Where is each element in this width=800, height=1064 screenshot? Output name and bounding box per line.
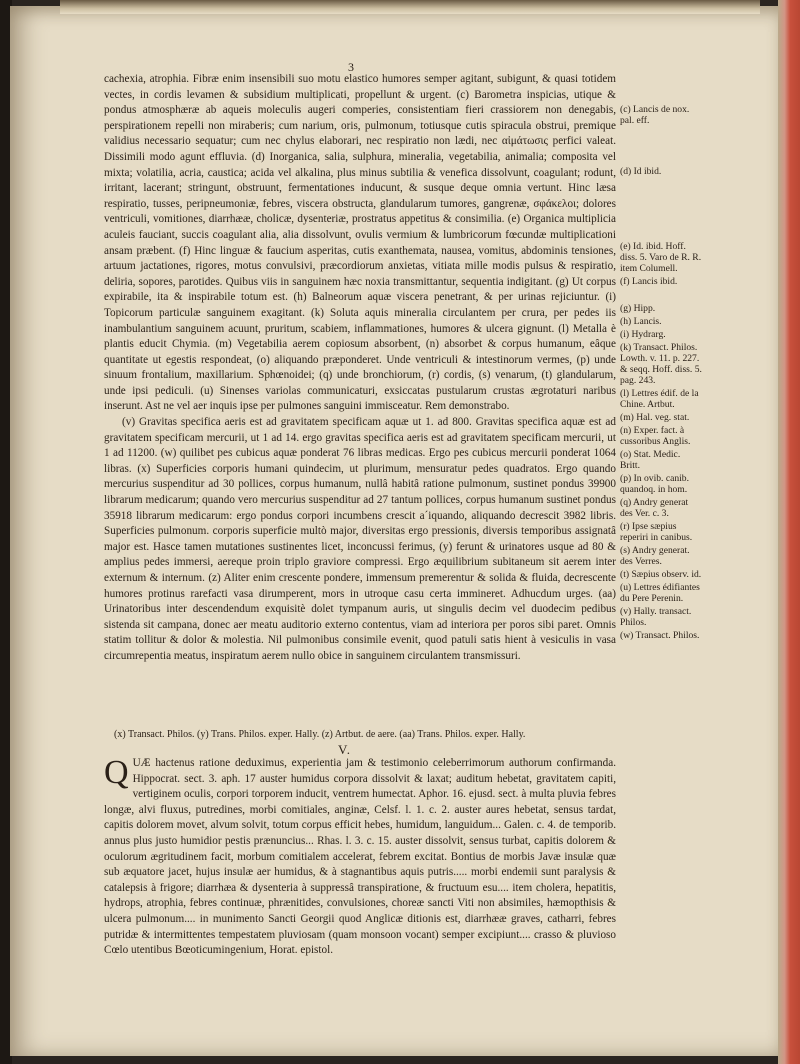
margin-notes [620, 104, 702, 643]
margin-note: (k) Transact. Philos. Lowth. v. 11. p. 227. & seqq. Hoff. diss. 5. pag. 243. [620, 342, 702, 386]
page-red-edge [778, 0, 800, 1064]
margin-note: (p) In ovib. canib. quandoq. in hom. [620, 473, 690, 495]
margin-note: (i) Hydrarg. [620, 329, 666, 340]
section-text [104, 756, 616, 959]
margin-note: (q) Andry generat des Ver. c. 3. [620, 497, 689, 519]
margin-note: (v) Hally. transact. Philos. [620, 606, 692, 628]
section-paragraph: UÆ hactenus ratione deduximus, experientia jam & testimonio celeberrimorum authorum confirmanda. Hippocrat. sect. 3. aph. 17 auster humidus corpora dissolvit & laxat; auditum hebetat, gravitatem capiti, vertiginem oculis, corpori torporem inducit, ventrem humectat. Aphor. 16. ejusd. sect. à multa pluvia febres longæ, alvi fluxus, putredines, morbi comitiales, anginæ, Celsf. l. 1. c. 2. auster aures hebetat, sensus tardat, capitis dolorem movet, alvum solvit, totum corpus efficit hebes, humidum, languidum... Galen. c. 4. de temporib. annus plus justo humidior pestis prænuncius... Rhas. l. 3. c. 15. auster dissolvit, sensus turbat, capitis dolorem & oculorum ægritudinem facit, morbum comitialem accelerat, febrem excitat. Bontius de morbis Javæ insulæ quæ sub æquatore jacet, hujus insulæ aer humidus, & à stagnantibus aquis putris..... morbi endemii sunt paralysis & catalepsis à frigore; diarrhæa & dysenteria à suppressâ transpiratione, & fructuum esu.... item cholera, hepatitis, hydrops, atrophia, febres continuæ, phrænitides, convulsiones, choreæ sancti Viti non absimiles, hæmopthisis & ulcera pulmonum.... in munimento Sancti Georgii quod Anglicæ ditionis est, diarrhææ graves, catharri, febres putridæ & intermittentes tempestatem pluviosam (quam monsoon vocant) semper excipiunt.... crasso & pluvioso Cœlo utentibus Bœoticumingenium, Horat. epistol. [104, 757, 616, 957]
margin-note: (f) Lancis ibid. [620, 276, 678, 287]
footnote-line: (x) Transact. Philos. (y) Trans. Philos. exper. Hally. (z) Artbut. de aere. (aa) Trans. Philos. exper. Hally. [114, 729, 526, 740]
drop-cap: Q [104, 754, 129, 791]
margin-note: (c) Lancis de nox. pal. eff. [620, 104, 690, 126]
margin-note: (s) Andry generat. des Verres. [620, 545, 690, 567]
margin-note: (m) Hal. veg. stat. [620, 412, 690, 423]
margin-note: (h) Lancis. [620, 316, 662, 327]
margin-note: (d) Id ibid. [620, 166, 662, 177]
page-number: 3 [348, 60, 354, 74]
page-top-edge [60, 0, 760, 14]
margin-note: (g) Hipp. [620, 303, 656, 314]
margin-note: (e) Id. ibid. Hoff. diss. 5. Varo de R. R. item Columell. [620, 241, 702, 274]
margin-note: (o) Stat. Medic. Britt. [620, 449, 681, 471]
paragraph-2: (v) Gravitas specifica aeris est ad gravitatem specificam aquæ ut 1. ad 800. Gravitas specifica aquæ est ad gravitatem specificam mercurii, ut 1 ad 14. ergo gravitas specifica aeris est ad gravitatem specificam mercurii, ut 1 ad 11200. (w) quilibet pes cubicus aquæ ponderat 76 libras medicas. Ergo pes cubicus mercurii ponderat 1064 libras. (x) Superficies corporis humani quindecim, ut plurimum, mensuratur pedes quadratos. Ergo quando mercurius suspenditur ad 30 pollices, corpus humanum, nullâ habitâ ratione pulmonum, sustinet pondus 39900 librarum medicarum; quando vero mercurius suspenditur ad 27 tantum pollices, corpus humanum sustinet pondus 35918 librarum medicarum: ergo pondus corpori incumbens crescit a´iquando, aliquando decrescit 3982 libris. Superficies pulmonum. corporis superficie multò major, diversitas ergo pressionis, diversis temporibus assignatâ major est. Hasce tamen mutationes sustinentes licet, inconcussi ferimus, (y) ferunt & urinatores usque ad 80 & amplius pedes immersi, aereque proin triplo graviore compressi. Ergo æquilibrium subitaneum sit aerem inter externum & internum. (z) Aliter enim crescente pondere, immensum premerentur & solida & fluida, decrescente humores protinus rarefacti vasa dirumperent, mors in utroque casu certa immineret. Adhucdum urges. (aa) Urinatoribus inter descendendum exquisitè dolet tympanum auris, ut singulis decim vel duodecim pedibus sistenda sit campana, donec aer meatu auditorio externo contentus, viam ad interiora per poros sibi paret. Omnis statim tollitur & dolor & molestia. Nil pulmonibus consimile evenit, quod patuli satis hient à vesiculis in vasa circumrepentia meatus, inspiratum aerem nullo obice in sanguinem circulantem transmissuri. [104, 416, 616, 662]
margin-note: (w) Transact. Philos. [620, 630, 700, 641]
paragraph-1: cachexia, atrophia. Fibræ enim insensibili suo motu elastico humores semper agitant, subigunt, & quasi totidem vectes, in cordis levamen & subsidium multiplicati, propellunt & urgent. (c) Barometra inspicias, utique & pondus atmosphæræ ab aqueis moleculis augeri comperies, consistentiam fieri crassiorem non denegabis, perspirationem repelli non miraberis; cum narium, oris, pulmonum, totiusque cutis spiracula obstrui, premique validius necessario sequatur; cum nec chylus elaborari, nec respiratio non lædi, nec αἱμάτωσις perfici valeat. Dissimili modo agunt effluvia. (d) Inorganica, salia, sulphura, mineralia, vegetabilia, animalia; composita vel mixta; volatilia, acria, caustica; acida vel alkalina, plus minus subtilia & venefica dissolvunt, coagulant; rodunt, irritant, lacerant; stringunt, obstruunt, fermentationes inducunt, & susque deque omnia vertunt. Hinc læsa respiratio, tusses, peripneumoniæ, febres, viscera obstructa, glandularum tumores, gangrenæ, σφάκελοι; dolores ventriculi, vomitiones, diarrhææ, cholicæ, dysenteriæ, prostratus appetitus & consimilia. (e) Organica multiplicia aculeis fauciant, succis coagulant alia, alia dissolvunt, ovulis vermium & lumbricorum fœcundæ multiplicationi ansam præbent. (f) Hinc linguæ & faucium asperitas, cutis exanthemata, nausea, vomitus, abdominis tensiones, artuum jactationes, rigores, motus convulsivi, præcordiorum anxietas, vitiata mille modis pulsus & respiratio, deliria, sopores, parotides. Quibus viis in sanguinem hæc noxia transmittantur, sequentia indigitant. (g) Ut corpus expirabile, ita & inspirabile totum est. (h) Balneorum aquæ viscera penetrant, & per urinas rejiciuntur. (i) Topicorum particulæ sanguinem exagitant. (k) Soluta aquis mineralia circulantem per crura, per pedes iis inambulantium sanguinem acuunt, pruritum, scabiem, inflammationes, humores & ulcera gignunt. (l) Metalla è plantis educit Chymia. (m) Vegetabilia aerem copiosum absorbent, (n) absorbet & corpus humanum, eâque quantitate ut egestis respondeat, (o) aliquando præponderet. Unde ventriculi & intestinorum vermes, (p) unde sinuum frontalium, maxillarium. Sphœnoidei; (q) unde bronchiorum, (r) cordis, (s) venarum, (t) glandularum, unde ipsi pediculi. (u) Sinenses variolas communicaturi, exsiccatas pustularum crustas ægrotaturi naribus inserunt. Ast ne vel aer inquis ipse per pulmones sanguini immisceatur. Rem demonstrabo. [104, 73, 616, 413]
section-heading: V. [338, 742, 351, 757]
margin-note: (t) Sæpius observ. id. [620, 569, 702, 580]
margin-note: (u) Lettres édifiantes du Pere Perenin. [620, 582, 700, 604]
main-text [104, 72, 616, 665]
margin-note: (l) Lettres édif. de la Chine. Artbut. [620, 388, 699, 410]
margin-note: (n) Exper. fact. à cussoribus Anglis. [620, 425, 691, 447]
margin-note: (r) Ipse sæpius reperiri in canibus. [620, 521, 693, 543]
